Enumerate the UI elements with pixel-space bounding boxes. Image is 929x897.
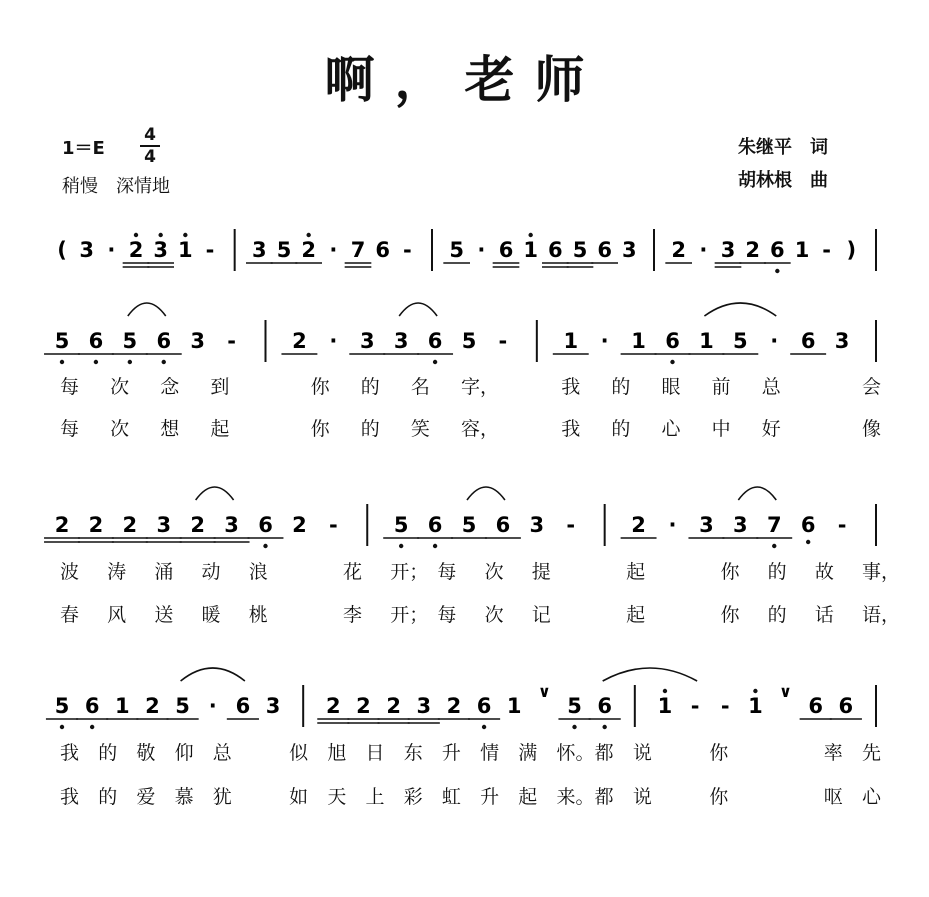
lyric-char: 起 bbox=[518, 786, 538, 808]
lyric-char: 花 bbox=[343, 561, 363, 583]
note: 5 bbox=[567, 694, 582, 718]
lyric-char: 怀。 bbox=[556, 742, 595, 764]
note: 3 bbox=[622, 238, 637, 262]
note: 3 bbox=[79, 238, 94, 262]
octave-dot-low bbox=[482, 725, 486, 729]
lyric-char: 春 bbox=[60, 604, 80, 626]
lyric-char: 如 bbox=[289, 786, 309, 808]
note: 2 bbox=[145, 694, 160, 718]
note: 5 bbox=[461, 329, 477, 353]
lyric-char: 每 bbox=[60, 376, 80, 398]
lyric-char: 会 bbox=[862, 376, 882, 398]
note: 5 bbox=[175, 694, 190, 718]
note: 2 bbox=[671, 238, 686, 262]
note: 6 bbox=[800, 513, 816, 537]
note: 3 bbox=[393, 329, 409, 353]
lyric-char: 我 bbox=[60, 786, 80, 808]
notation-symbol: · bbox=[699, 238, 708, 262]
note: 5 bbox=[393, 513, 409, 537]
lyric-char: 我 bbox=[60, 742, 80, 764]
lyric-char: 故 bbox=[814, 561, 834, 583]
lyric-char: 心 bbox=[661, 418, 681, 440]
slur bbox=[181, 668, 245, 681]
note: 3 bbox=[416, 694, 432, 718]
notation-symbol: - bbox=[837, 513, 847, 537]
note: 2 bbox=[356, 694, 371, 718]
note: 6 bbox=[498, 238, 514, 262]
lyric-char: 像 bbox=[862, 418, 882, 440]
song-title: 啊，老师 bbox=[324, 50, 605, 109]
note: 1 bbox=[699, 329, 714, 353]
note: 2 bbox=[386, 694, 401, 718]
lyric-char: 的 bbox=[767, 561, 787, 583]
notation-symbol: ) bbox=[846, 238, 857, 262]
note: 3 bbox=[156, 513, 172, 537]
lyric-char: 笑 bbox=[410, 418, 430, 440]
lyric-char: 慕 bbox=[174, 786, 194, 808]
octave-dot-high bbox=[663, 689, 667, 693]
lyric-char: 虹 bbox=[441, 786, 461, 808]
lyric-char: 好 bbox=[761, 418, 781, 440]
lyric-char: 满 bbox=[518, 742, 538, 764]
tempo-marking: 稍慢 深情地 bbox=[62, 176, 170, 197]
lyric-char: 记 bbox=[531, 604, 551, 626]
lyric-char: 先 bbox=[862, 742, 882, 764]
lyric-char: 的 bbox=[98, 742, 118, 764]
lyric-char: 次 bbox=[484, 604, 504, 626]
note: 6 bbox=[597, 694, 612, 718]
lyric-char: 字， bbox=[461, 376, 500, 398]
time-signature-unit: 4 bbox=[144, 147, 156, 167]
note: 1 bbox=[506, 694, 522, 718]
lyric-char: 犹 bbox=[212, 786, 232, 808]
note: 5 bbox=[572, 238, 588, 262]
note: 6 bbox=[838, 694, 854, 718]
note: 6 bbox=[808, 694, 824, 718]
notation-symbol: · bbox=[107, 238, 116, 262]
note: 3 bbox=[529, 513, 545, 537]
lyric-char: 爱 bbox=[136, 786, 156, 808]
note: 3 bbox=[224, 513, 239, 537]
lyric-char: 送 bbox=[154, 604, 174, 626]
note: 2 bbox=[326, 694, 341, 718]
notation-symbol: - bbox=[205, 238, 215, 262]
notation-symbol: - bbox=[227, 329, 236, 353]
lyric-char: 风 bbox=[107, 604, 127, 626]
octave-dot-high bbox=[753, 689, 757, 693]
note: 6 bbox=[495, 513, 511, 537]
lyric-char: 前 bbox=[711, 376, 731, 398]
note: 6 bbox=[476, 694, 492, 718]
note: 2 bbox=[301, 238, 316, 262]
lyric-char: 你 bbox=[709, 742, 729, 764]
lyric-char: 总 bbox=[212, 742, 232, 764]
lyric-char: 次 bbox=[110, 376, 130, 398]
note: 6 bbox=[770, 238, 785, 262]
notation-symbol: - bbox=[822, 238, 832, 262]
lyric-char: 仰 bbox=[174, 742, 194, 764]
lyric-char: 彩 bbox=[403, 786, 423, 808]
lyric-char: 到 bbox=[210, 376, 230, 398]
lyric-char: 念 bbox=[160, 376, 180, 398]
lyric-char: 上 bbox=[365, 786, 385, 808]
note: 2 bbox=[54, 513, 70, 537]
notation-symbol: - bbox=[566, 513, 576, 537]
lyric-char: 动 bbox=[201, 561, 221, 583]
note: 1 bbox=[178, 238, 193, 262]
notation-symbol: - bbox=[328, 513, 338, 537]
lyric-char: 都 bbox=[594, 786, 614, 808]
note: 5 bbox=[733, 329, 748, 353]
octave-dot-low bbox=[60, 725, 64, 729]
note: 2 bbox=[88, 513, 104, 537]
note: 6 bbox=[375, 238, 390, 262]
note: 1 bbox=[794, 238, 810, 262]
note: 7 bbox=[766, 513, 782, 537]
notation-symbol: · bbox=[208, 694, 217, 718]
lyric-char: 提 bbox=[531, 561, 551, 583]
note: 2 bbox=[745, 238, 760, 262]
lyric-char: 眼 bbox=[661, 376, 681, 398]
time-signature-beats: 4 bbox=[144, 125, 156, 145]
octave-dot-low bbox=[572, 725, 576, 729]
lyric-char: 升 bbox=[480, 786, 500, 808]
lyric-char: 起 bbox=[626, 561, 646, 583]
lyric-char: 桃 bbox=[248, 604, 268, 626]
lyric-char: 你 bbox=[310, 418, 330, 440]
note: 6 bbox=[156, 329, 172, 353]
lyric-char: 似 bbox=[289, 742, 309, 764]
note: 6 bbox=[427, 329, 443, 353]
lyric-char: 暖 bbox=[201, 604, 221, 626]
lyric-char: 起 bbox=[210, 418, 230, 440]
note: 3 bbox=[720, 238, 736, 262]
note: 7 bbox=[350, 238, 366, 262]
note: 5 bbox=[461, 513, 477, 537]
lyric-char: 的 bbox=[611, 376, 631, 398]
lyric-char: 次 bbox=[484, 561, 504, 583]
note: 6 bbox=[665, 329, 680, 353]
note: 5 bbox=[276, 238, 292, 262]
lyric-char: 敬 bbox=[136, 742, 156, 764]
lyric-char: 每 bbox=[437, 561, 457, 583]
note: 6 bbox=[235, 694, 251, 718]
lyric-char: 的 bbox=[98, 786, 118, 808]
note: 1 bbox=[657, 694, 673, 718]
notation-symbol: · bbox=[668, 513, 677, 537]
note: 6 bbox=[84, 694, 100, 718]
lyric-char: 起 bbox=[626, 604, 646, 626]
note: 1 bbox=[631, 329, 646, 353]
lyric-char: 每 bbox=[60, 418, 80, 440]
lyric-char: 你 bbox=[720, 604, 740, 626]
lyric-char: 语， bbox=[862, 604, 901, 626]
note: 3 bbox=[190, 329, 205, 353]
note: 6 bbox=[427, 513, 443, 537]
lyric-char: 说 bbox=[632, 742, 652, 764]
notation-symbol: · bbox=[770, 329, 779, 353]
note: 2 bbox=[122, 513, 138, 537]
lyric-char: 呕 bbox=[823, 786, 843, 808]
lyric-char: 的 bbox=[767, 604, 787, 626]
octave-dot-low bbox=[602, 725, 606, 729]
lyric-char: 你 bbox=[720, 561, 740, 583]
note: 1 bbox=[748, 694, 763, 718]
note: 5 bbox=[122, 329, 138, 353]
lyric-char: 率 bbox=[823, 742, 843, 764]
octave-dot-low bbox=[90, 725, 94, 729]
note: 6 bbox=[548, 238, 563, 262]
lyric-char: 浪 bbox=[248, 561, 268, 583]
key-signature: 1＝E bbox=[62, 138, 105, 159]
notation-symbol: · bbox=[329, 238, 338, 262]
note: 2 bbox=[292, 329, 307, 353]
composer-credit: 胡林根 曲 bbox=[738, 170, 828, 191]
lyric-char: 日 bbox=[365, 742, 385, 764]
notation-symbol: ∨ bbox=[537, 682, 551, 701]
lyric-char: 说 bbox=[632, 786, 652, 808]
note: 3 bbox=[252, 238, 267, 262]
note: 5 bbox=[54, 694, 70, 718]
note: 1 bbox=[114, 694, 130, 718]
note: 2 bbox=[190, 513, 205, 537]
note: 3 bbox=[834, 329, 850, 353]
notation-symbol: - bbox=[498, 329, 508, 353]
notation-symbol: ∨ bbox=[779, 682, 793, 701]
lyric-char: 想 bbox=[160, 418, 180, 440]
lyric-char: 名 bbox=[410, 376, 430, 398]
lyric-char: 升 bbox=[441, 742, 461, 764]
note: 5 bbox=[449, 238, 464, 262]
notation-symbol: · bbox=[600, 329, 609, 353]
lyric-char: 开； bbox=[390, 561, 429, 583]
lyric-char: 容， bbox=[461, 418, 500, 440]
lyric-char: 你 bbox=[310, 376, 330, 398]
lyric-char: 来。 bbox=[556, 786, 595, 808]
note: 2 bbox=[631, 513, 646, 537]
lyric-char: 天 bbox=[327, 786, 347, 808]
notation-symbol: - bbox=[402, 238, 412, 262]
note: 1 bbox=[563, 329, 579, 353]
lyric-char: 的 bbox=[360, 418, 380, 440]
lyric-char: 东 bbox=[403, 742, 423, 764]
note: 5 bbox=[54, 329, 70, 353]
lyric-char: 开； bbox=[390, 604, 429, 626]
notation-symbol: ( bbox=[57, 238, 67, 262]
lyric-char: 的 bbox=[360, 376, 380, 398]
lyric-char: 旭 bbox=[327, 742, 347, 764]
note: 2 bbox=[446, 694, 462, 718]
lyric-char: 次 bbox=[110, 418, 130, 440]
lyric-char: 波 bbox=[60, 561, 80, 583]
note: 3 bbox=[733, 513, 748, 537]
notation-symbol: - bbox=[690, 694, 700, 718]
slur bbox=[603, 668, 697, 681]
notation-symbol: · bbox=[329, 329, 338, 353]
note: 3 bbox=[265, 694, 281, 718]
note: 3 bbox=[699, 513, 714, 537]
note: 3 bbox=[359, 329, 375, 353]
lyric-char: 总 bbox=[761, 376, 781, 398]
lyric-char: 中 bbox=[711, 418, 731, 440]
note: 6 bbox=[597, 238, 612, 262]
lyric-char: 话 bbox=[814, 604, 834, 626]
note: 2 bbox=[128, 238, 144, 262]
note: 6 bbox=[258, 513, 273, 537]
lyric-char: 涌 bbox=[154, 561, 174, 583]
notation-symbol: · bbox=[477, 238, 486, 262]
notation-symbol: - bbox=[720, 694, 730, 718]
lyric-char: 都 bbox=[594, 742, 614, 764]
note: 1 bbox=[523, 238, 538, 262]
lyric-char: 你 bbox=[709, 786, 729, 808]
lyric-char: 涛 bbox=[107, 561, 127, 583]
lyric-char: 心 bbox=[862, 786, 882, 808]
lyric-char: 我 bbox=[561, 418, 581, 440]
note: 2 bbox=[292, 513, 307, 537]
lyric-char: 每 bbox=[437, 604, 457, 626]
note: 3 bbox=[153, 238, 168, 262]
lyric-char: 情 bbox=[480, 742, 500, 764]
lyric-char: 李 bbox=[343, 604, 363, 626]
lyricist-credit: 朱继平 词 bbox=[738, 137, 828, 158]
note: 6 bbox=[88, 329, 104, 353]
lyric-char: 我 bbox=[561, 376, 581, 398]
lyric-char: 事， bbox=[862, 561, 901, 583]
note: 6 bbox=[800, 329, 816, 353]
lyric-char: 的 bbox=[611, 418, 631, 440]
